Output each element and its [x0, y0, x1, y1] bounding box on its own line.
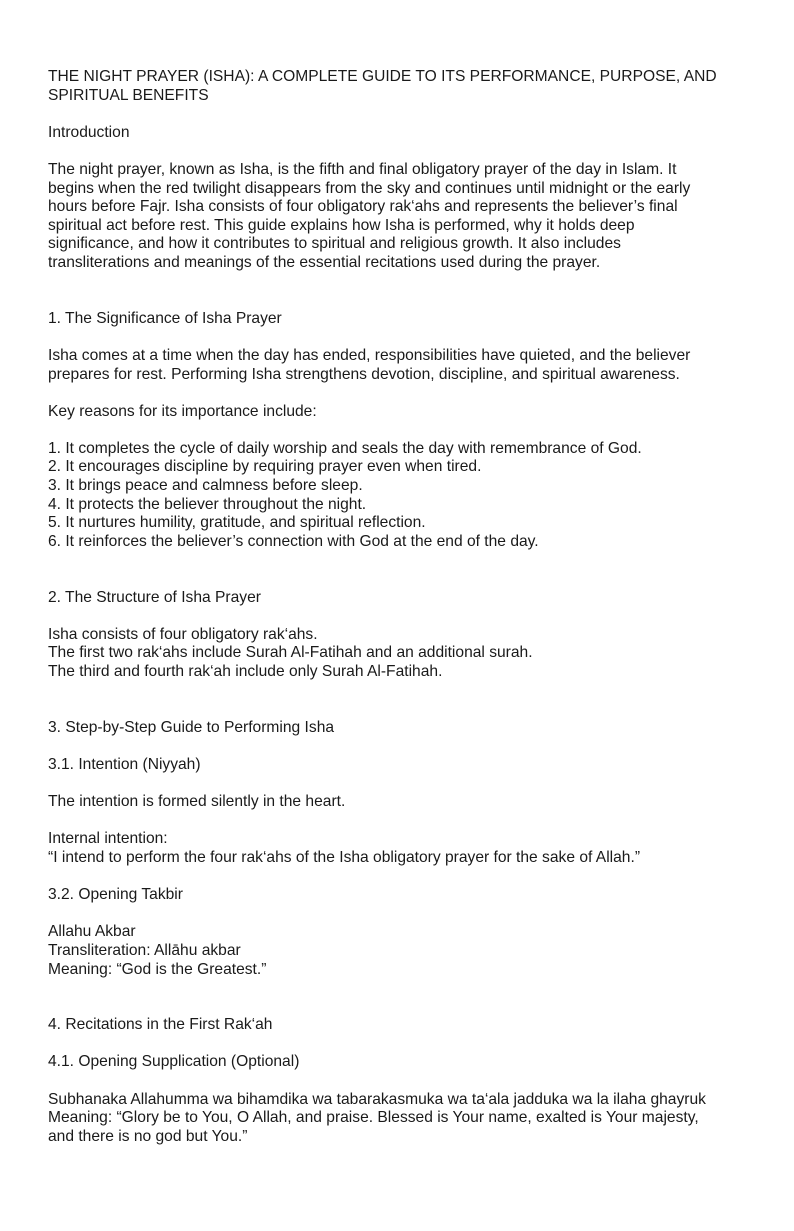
paragraph-line: Meaning: “Glory be to You, O Allah, and praise. Blessed is Your name, exalted is Your majesty, — [48, 1109, 699, 1127]
paragraph-line: The third and fourth rak‘ah include only Surah Al-Fatihah. — [48, 663, 443, 680]
internal-intention-quote: “I intend to perform the four rak‘ahs of the Isha obligatory prayer for the sake of Allah.” — [48, 848, 641, 866]
paragraph-line: spiritual act before rest. This guide explains how Isha is performed, why it holds deep — [48, 216, 635, 234]
paragraph-line: Allahu Akbar — [48, 923, 136, 941]
subsection-4-1-body — [48, 1091, 788, 1147]
paragraph-line: The first two rak‘ahs include Surah Al-Fatihah and an additional surah. — [48, 644, 533, 662]
document-title — [48, 68, 788, 105]
section-1-list-intro: Key reasons for its importance include: — [48, 402, 317, 420]
paragraph-line: and there is no god but You.” — [48, 1127, 248, 1145]
section-1-list — [48, 440, 788, 552]
subsection-4-1-heading: 4.1. Opening Supplication (Optional) — [48, 1053, 300, 1071]
paragraph-line: transliterations and meanings of the essential recitations used during the prayer. — [48, 253, 601, 271]
subsection-3-2-body — [48, 923, 788, 979]
list-item: 6. It reinforces the believer’s connection with God at the end of the day. — [48, 532, 539, 550]
title-line: SPIRITUAL BENEFITS — [48, 86, 209, 104]
list-item: 2. It encourages discipline by requiring prayer even when tired. — [48, 458, 482, 476]
list-item: 5. It nurtures humility, gratitude, and spiritual reflection. — [48, 514, 426, 532]
internal-intention-label: Internal intention: — [48, 830, 168, 848]
list-item: 4. It protects the believer throughout the night. — [48, 495, 367, 513]
subsection-3-1-heading: 3.1. Intention (Niyyah) — [48, 755, 201, 773]
section-1-heading: 1. The Significance of Isha Prayer — [48, 309, 282, 327]
subsection-3-2-heading: 3.2. Opening Takbir — [48, 886, 183, 904]
section-3-heading: 3. Step-by-Step Guide to Performing Isha — [48, 718, 335, 736]
introduction-heading: Introduction — [48, 123, 130, 141]
introduction-paragraph — [48, 161, 788, 273]
title-line: THE NIGHT PRAYER (ISHA): A COMPLETE GUIDE TO ITS PERFORMANCE, PURPOSE, AND — [48, 68, 717, 85]
paragraph-line: Isha comes at a time when the day has ended, responsibilities have quieted, and the believer — [48, 346, 691, 364]
paragraph-line: Subhanaka Allahumma wa bihamdika wa tabarakasmuka wa ta‘ala jadduka wa la ilaha ghayruk — [48, 1090, 706, 1108]
section-2-heading: 2. The Structure of Isha Prayer — [48, 588, 261, 606]
paragraph-line: Transliteration: Allāhu akbar — [48, 941, 241, 959]
paragraph-line: significance, and how it contributes to spiritual and religious growth. It also includes — [48, 235, 621, 253]
paragraph-line: Meaning: “God is the Greatest.” — [48, 960, 267, 978]
paragraph-line: begins when the red twilight disappears from the sky and continues until midnight or the early — [48, 179, 691, 197]
list-item: 1. It completes the cycle of daily worship and seals the day with remembrance of God. — [48, 439, 642, 457]
paragraph-line: hours before Fajr. Isha consists of four obligatory rak‘ahs and represents the believer’s final — [48, 198, 678, 216]
paragraph-line: Isha consists of four obligatory rak‘ahs. — [48, 625, 318, 643]
paragraph-line: prepares for rest. Performing Isha strengthens devotion, discipline, and spiritual awareness. — [48, 365, 680, 383]
document-page — [48, 68, 788, 1146]
section-2-body — [48, 626, 788, 682]
list-item: 3. It brings peace and calmness before sleep. — [48, 477, 363, 495]
paragraph-line: The night prayer, known as Isha, is the fifth and final obligatory prayer of the day in Islam. It — [48, 160, 677, 178]
subsection-3-1-text: The intention is formed silently in the heart. — [48, 793, 346, 811]
section-4-heading: 4. Recitations in the First Rak‘ah — [48, 1016, 273, 1034]
section-1-paragraph — [48, 347, 788, 384]
